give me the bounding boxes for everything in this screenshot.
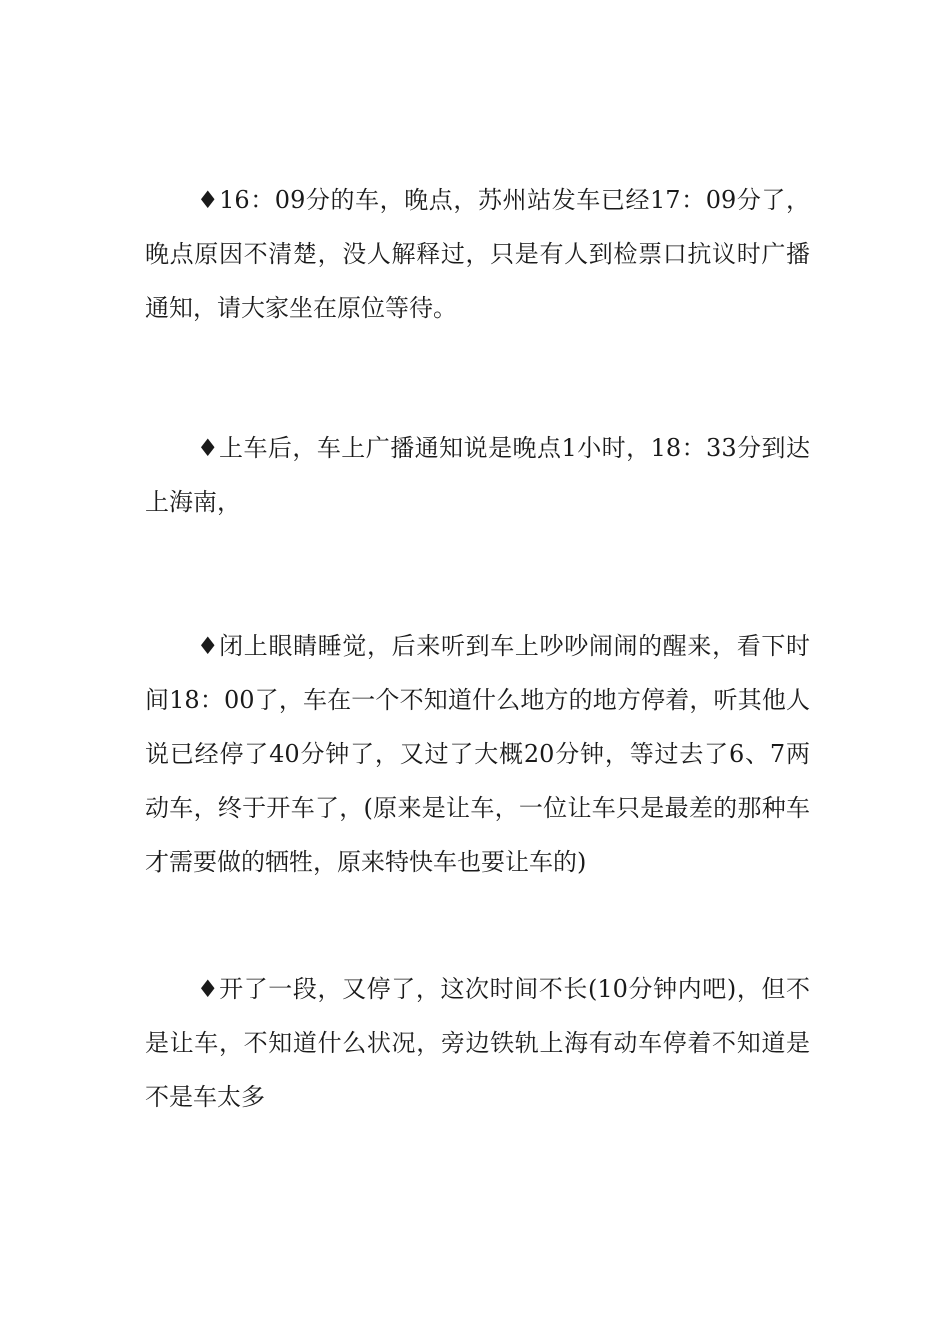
paragraph-second-stop: ♦开了一段，又停了，这次时间不长(10分钟内吧)，但不是让车，不知道什么状况，旁边铁轨上海有动车停着不知道是不是车太多 bbox=[145, 975, 810, 1111]
paragraph-stopped-to-yield: ♦闭上眼睛睡觉，后来听到车上吵吵闹闹的醒来，看下时间18：00了，车在一个不知道什么地方的地方停着，听其他人说已经停了40分钟了，又过了大概20分钟，等过去了6、7两动车，终于开车了，(原来是让车，一位让车只是最差的那种车才需要做的牺牲，原来特快车也要让车的) bbox=[145, 632, 810, 876]
paragraph-onboard-announcement: ♦上车后，车上广播通知说是晚点1小时，18：33分到达上海南， bbox=[145, 434, 810, 516]
paragraph-delay-at-suzhou: ♦16：09分的车，晚点，苏州站发车已经17：09分了，晚点原因不清楚，没人解释过，只是有人到检票口抗议时广播通知，请大家坐在原位等待。 bbox=[145, 186, 810, 322]
